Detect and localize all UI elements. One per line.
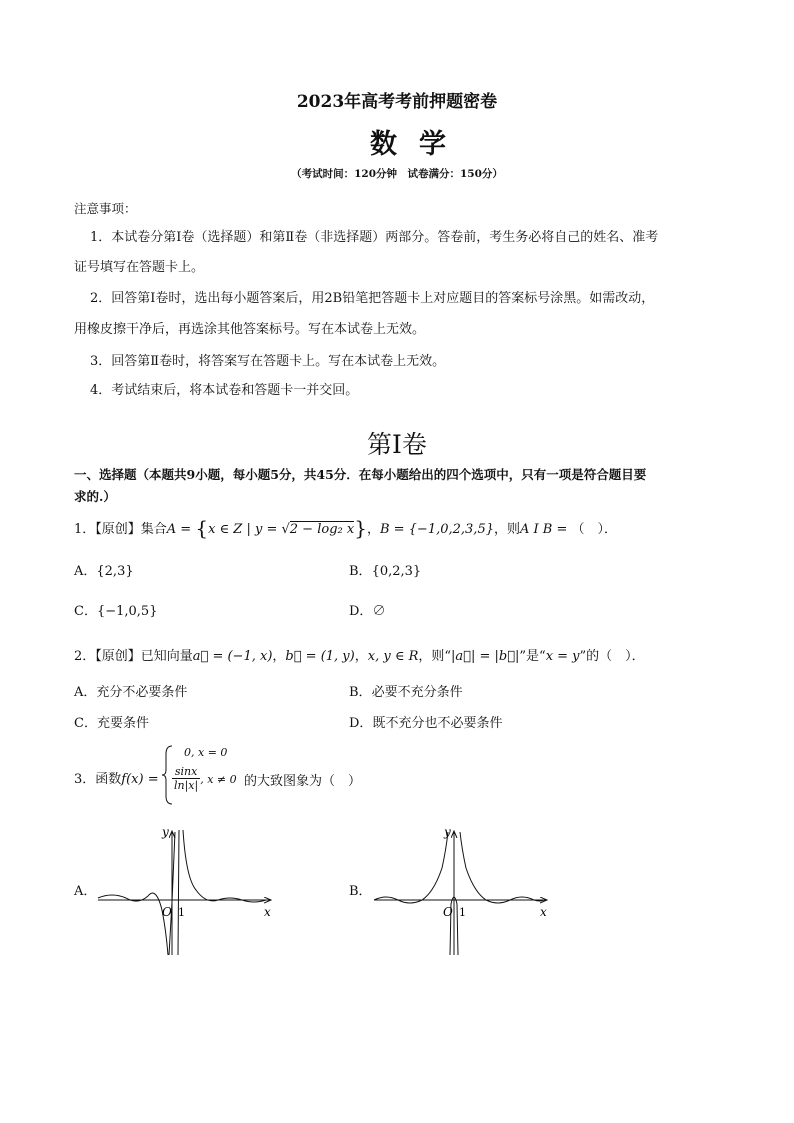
question-1-prefix: 1．【原创】集合	[74, 522, 167, 537]
q3-option-b-label: B．	[349, 884, 372, 899]
x-axis-label: x	[264, 905, 271, 919]
option-value: {−1,0,5}	[96, 604, 158, 619]
q1-option-a	[74, 560, 134, 579]
vector-a: a⃗ = (−1, x)	[192, 649, 273, 664]
right-brace: }	[354, 516, 367, 540]
option-value: 充分不必要条件	[96, 685, 188, 700]
set-expression: A I B	[520, 522, 553, 537]
fraction-numerator: sinx	[172, 765, 200, 779]
curve-right	[183, 830, 266, 902]
case-2-condition: , x ≠ 0	[200, 773, 237, 786]
function-name: f(x) =	[121, 772, 159, 787]
exam-info: （考试时间：120分钟 试卷满分：150分）	[291, 168, 503, 180]
option-value: {2,3}	[96, 564, 134, 579]
option-label: C．	[74, 604, 97, 619]
q1-tail: ，则	[493, 522, 520, 537]
question-2-prefix: 2．【原创】已知向量	[74, 649, 193, 664]
q1-option-b	[349, 560, 421, 579]
q2-tail3: ”的（ ）．	[579, 649, 645, 664]
notice-item-1-line-1: 1．本试卷分第Ⅰ卷（选择题）和第Ⅱ卷（非选择题）两部分。答卷前，考生务必将自己的姓名、准考	[90, 230, 659, 245]
option-label: A．	[74, 685, 97, 700]
q2-sep1: ，	[272, 649, 286, 664]
section-instructions-line-1: 一、选择题（本题共9小题，每小题5分，共45分．在每小题给出的四个选项中，只有一项是符合题目要	[74, 467, 647, 482]
q3-option-a-label: A．	[74, 884, 97, 899]
radicand: 2 − log₂ x	[289, 522, 355, 537]
tick-label-one: 1	[178, 906, 185, 919]
case-2-fraction	[172, 765, 200, 792]
q1-option-c	[74, 600, 157, 619]
option-value: 充要条件	[96, 716, 149, 731]
q2-option-d	[349, 712, 502, 731]
variables: x, y ∈ R	[367, 649, 419, 664]
y-axis-label: y	[162, 825, 169, 839]
set-a-body: x ∈ Z | y =	[208, 522, 282, 537]
subject-title: 数学	[370, 129, 468, 160]
tick-label-one: 1	[459, 906, 466, 919]
piecewise-case-2	[172, 765, 237, 792]
vector-b: b⃗ = (1, y)	[285, 649, 355, 664]
origin-label: O	[162, 905, 172, 919]
notice-item-1-line-2: 证号填写在答题卡上。	[74, 260, 205, 275]
graph-b	[366, 820, 566, 960]
left-brace: {	[195, 516, 209, 540]
option-value: ∅	[372, 604, 386, 619]
notice-item-3: 3．回答第Ⅱ卷时，将答案写在答题卡上。写在本试卷上无效。	[90, 354, 446, 369]
notice-item-2-line-1: 2．回答第Ⅰ卷时，选出每小题答案后，用2B铅笔把答题卡上对应题目的答案标号涂黑。如需改动，	[90, 291, 655, 306]
notice-item-4: 4．考试结束后，将本试卷和答题卡一并交回。	[90, 383, 359, 398]
question-3-tail: 的大致图象为（ ）	[244, 774, 362, 789]
question-2	[74, 645, 645, 664]
graph-a	[90, 820, 290, 960]
curve-left	[98, 893, 168, 955]
question-3-prefix-row	[74, 768, 159, 787]
q2-sep2: ，	[354, 649, 368, 664]
q1-eq: =	[176, 522, 196, 537]
y-axis-label: y	[444, 825, 451, 839]
fraction-denominator: ln|x|	[174, 779, 199, 792]
question-3-prefix: 3．函数	[74, 772, 122, 787]
option-label: B．	[349, 564, 372, 579]
q1-mid: ，	[366, 522, 380, 537]
curve-left	[374, 832, 448, 903]
option-label: C．	[74, 716, 97, 731]
curve-right	[460, 832, 544, 903]
origin-label: O	[443, 905, 453, 919]
option-value: {0,2,3}	[371, 564, 422, 579]
q2-option-c	[74, 712, 149, 731]
q1-end: = （ ）．	[552, 522, 618, 537]
option-label: B．	[349, 685, 372, 700]
exam-title: 2023年高考考前押题密卷	[296, 92, 498, 112]
notice-title: 注意事项：	[74, 201, 137, 216]
option-value: 必要不充分条件	[371, 685, 463, 700]
set-b: B = {−1,0,2,3,5}	[379, 522, 494, 537]
condition-2: x = y	[545, 649, 580, 664]
section-title: 第Ⅰ卷	[367, 430, 427, 459]
sqrt-icon: √	[281, 522, 290, 537]
section-instructions-line-2: 求的.）	[74, 489, 116, 504]
option-label: D．	[349, 604, 373, 619]
q2-tail2: ”是“	[519, 649, 546, 664]
question-1	[74, 516, 617, 540]
condition-1: |a⃗| = |b⃗|	[451, 649, 520, 664]
x-axis-label: x	[540, 905, 547, 919]
option-value: 既不充分也不必要条件	[372, 716, 503, 731]
option-label: D．	[349, 716, 373, 731]
q2-option-b	[349, 681, 463, 700]
set-a-name: A	[166, 522, 177, 537]
q1-option-d	[349, 600, 385, 619]
option-label: A．	[74, 564, 97, 579]
q2-tail1: ，则“	[418, 649, 452, 664]
piecewise-case-1: 0, x = 0	[184, 746, 228, 759]
asymptote-curve	[178, 830, 179, 955]
notice-item-2-line-2: 用橡皮擦干净后，再选涂其他答案标号。写在本试卷上无效。	[74, 322, 426, 337]
q2-option-a	[74, 681, 187, 700]
